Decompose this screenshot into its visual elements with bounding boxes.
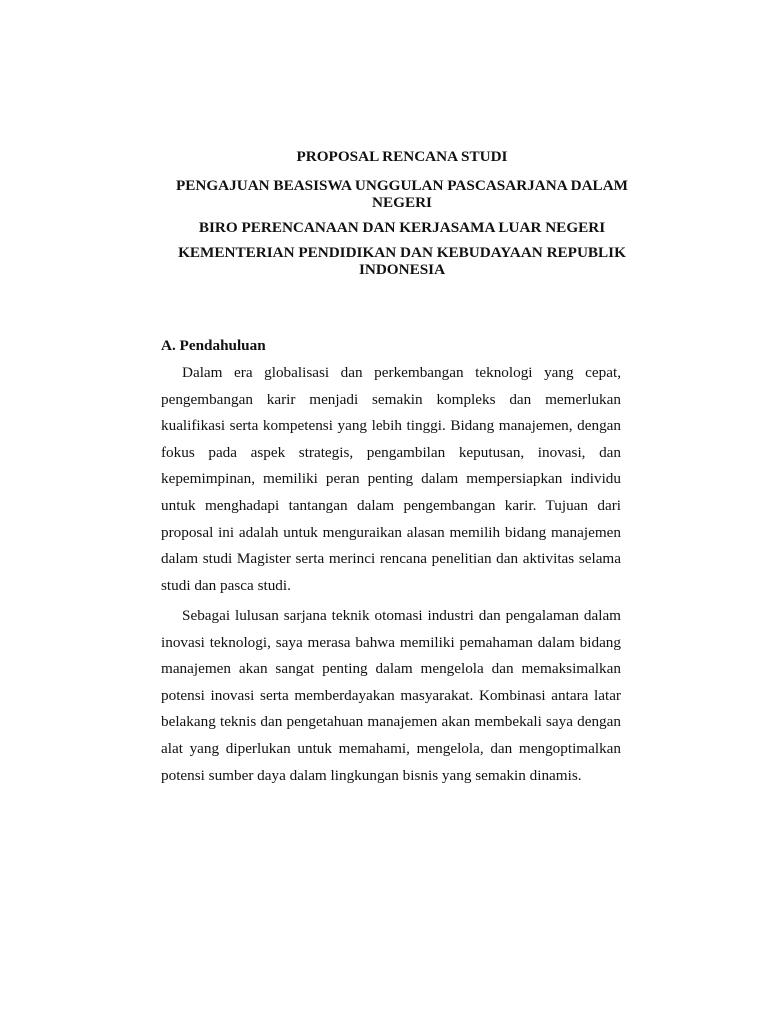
ministry-title: KEMENTERIAN PENDIDIKAN DAN KEBUDAYAAN REPUBLIK INDONESIA <box>178 244 626 278</box>
section-heading: A. Pendahuluan <box>161 337 266 354</box>
paragraph-background <box>161 603 621 789</box>
scholarship-title: PENGAJUAN BEASISWA UNGGULAN PASCASARJANA DALAM NEGERI <box>175 177 628 211</box>
document-title: PROPOSAL RENCANA STUDI <box>296 148 508 165</box>
bureau-title: BIRO PERENCANAAN DAN KERJASAMA LUAR NEGERI <box>198 219 606 236</box>
paragraph-2-text: Sebagai lulusan sarjana teknik otomasi industri dan pengalaman dalam inovasi teknologi, saya merasa bahwa memiliki pemahaman dalam bidang manajemen akan sangat penting dalam mengelola dan memaksimalkan potensi inovasi serta memberdayakan masyarakat. Kombinasi antara latar belakang teknis dan pengetahuan manajemen akan membekali saya dengan alat yang diperlukan untuk memahami, mengelola, dan mengoptimalkan potensi sumber daya dalam lingkungan bisnis yang semakin dinamis. <box>161 607 621 784</box>
paragraph-introduction <box>161 360 621 599</box>
paragraph-1-text: Dalam era globalisasi dan perkembangan teknologi yang cepat, pengembangan karir menjadi semakin kompleks dan memerlukan kualifikasi serta kompetensi yang lebih tinggi. Bidang manajemen, dengan fokus pada aspek strategis, pengambilan keputusan, inovasi, dan kepemimpinan, memiliki peran penting dalam mempersiapkan individu untuk menghadapi tantangan dalam pengembangan karir. Tujuan dari proposal ini adalah untuk menguraikan alasan memilih bidang manajemen dalam studi Magister serta merinci rencana penelitian dan aktivitas selama studi dan pasca studi. <box>161 364 621 594</box>
title-block <box>170 148 634 286</box>
